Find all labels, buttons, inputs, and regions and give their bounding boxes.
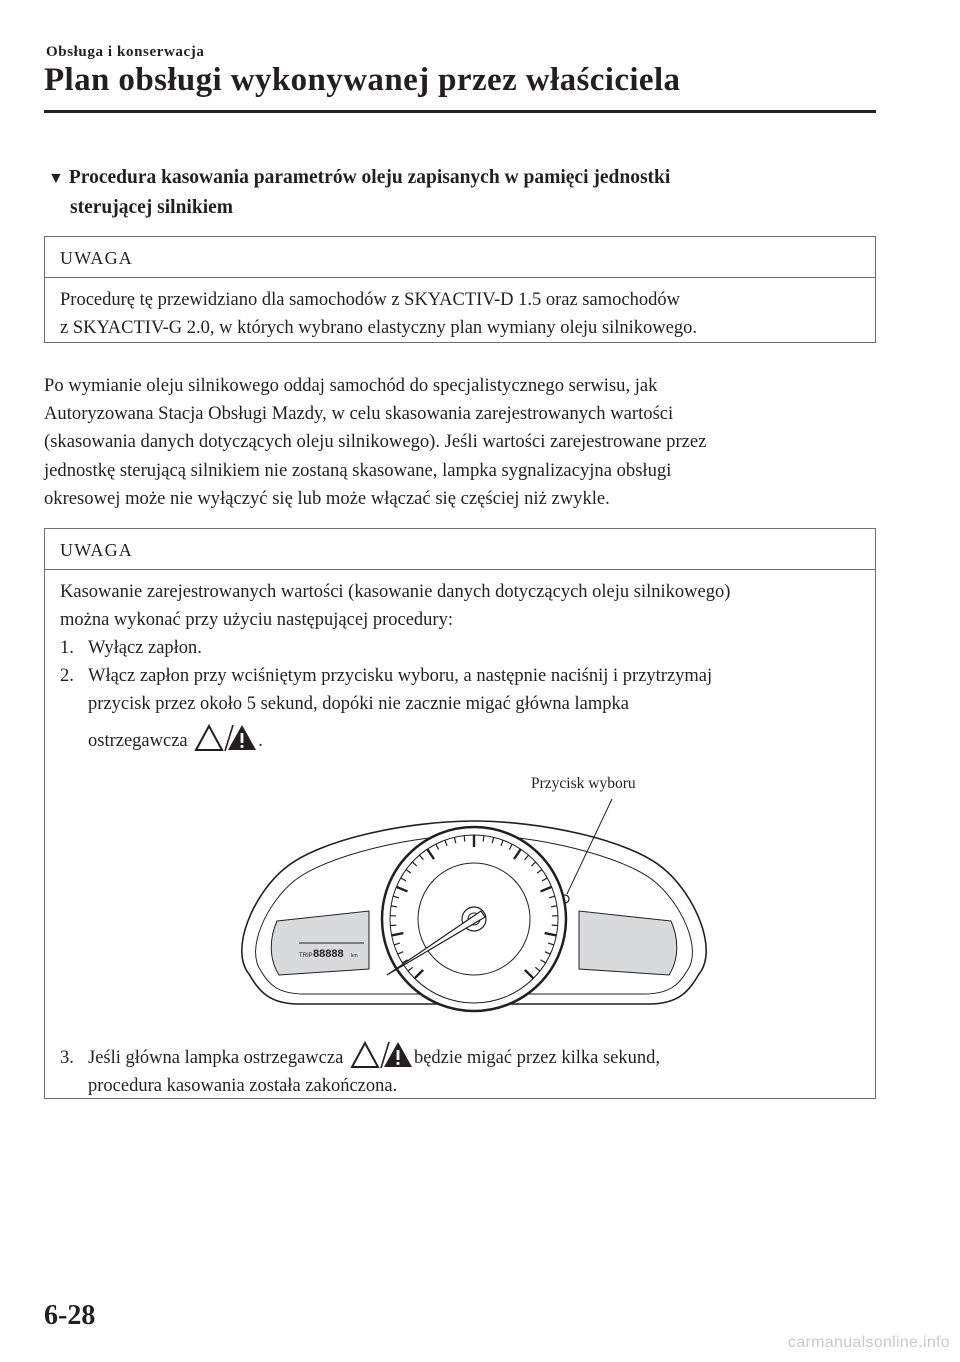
- odometer-digits: 88888: [313, 948, 344, 960]
- step-number: 3.: [60, 1048, 74, 1068]
- step-text-with-icon: [60, 724, 860, 755]
- gauge-tick: [483, 836, 484, 842]
- page-number: 6-28: [44, 1300, 96, 1331]
- section-label: Obsługa i konserwacja: [46, 44, 205, 60]
- note-line: Procedurę tę przewidziano dla samochodów z SKYACTIV-D 1.5 oraz samochodów: [60, 290, 680, 310]
- step-1: [60, 634, 860, 662]
- note-body: [45, 278, 875, 342]
- instrument-cluster-illustration: [209, 799, 739, 1039]
- step-3: [60, 1041, 660, 1100]
- step-text: procedura kasowania została zakończona.: [88, 1076, 398, 1096]
- note-box-2: [44, 528, 876, 1099]
- odometer-trip: TRIP: [299, 953, 313, 959]
- callout-label: Przycisk wyboru: [531, 775, 636, 792]
- subheading-line-2: sterującej silnikiem: [70, 197, 234, 218]
- note-heading: UWAGA: [45, 237, 875, 278]
- subheading: [48, 163, 848, 222]
- gauge-tick: [464, 836, 465, 842]
- step-number: 1.: [60, 638, 74, 658]
- step-text: Wyłącz zapłon.: [88, 638, 202, 658]
- body-paragraph: [44, 372, 874, 513]
- subheading-line-1: Procedura kasowania parametrów oleju zapisanych w pamięci jednostki: [68, 167, 671, 188]
- paragraph-line: Autoryzowana Stacja Obsługi Mazdy, w celu skasowania zarejestrowanych wartości: [44, 403, 674, 425]
- title-rule: [44, 110, 876, 113]
- note-intro-line: Kasowanie zarejestrowanych wartości (kasowanie danych dotyczących oleju silnikowego): [60, 582, 731, 602]
- step-number: 2.: [60, 666, 74, 686]
- odometer-unit: km: [351, 953, 358, 959]
- step-text: będzie migać przez kilka sekund,: [413, 1048, 660, 1068]
- step-text: Jeśli główna lampka ostrzegawcza: [88, 1048, 344, 1068]
- step-3-line-1: [60, 1041, 660, 1072]
- master-warning-icon: [193, 724, 257, 752]
- paragraph-line: (skasowania danych dotyczących oleju silnikowego). Jeśli wartości zarejestrowane przez: [44, 431, 707, 453]
- step-2: [60, 662, 860, 690]
- triangle-marker-icon: ▼: [48, 170, 64, 187]
- paragraph-line: jednostkę sterującą silnikiem nie zostaną skasowane, lampka sygnalizacyjna obsługi: [44, 459, 672, 481]
- page-title: Plan obsługi wykonywanej przez właściciela: [44, 62, 681, 98]
- note-intro-line: można wykonać przy użyciu następującej procedury:: [60, 610, 453, 630]
- watermark: carmanualsonline.info: [788, 1334, 950, 1351]
- note-box-1: [44, 236, 876, 343]
- master-warning-icon: [349, 1041, 413, 1069]
- note-body: [45, 570, 875, 755]
- note-heading: UWAGA: [45, 529, 875, 570]
- note-line: z SKYACTIV-G 2.0, w których wybrano elastyczny plan wymiany oleju silnikowego.: [60, 318, 697, 338]
- paragraph-line: okresowej może nie wyłączyć się lub może włączać się częściej niż zwykle.: [44, 487, 610, 509]
- step-text-end: .: [258, 731, 263, 751]
- step-text: ostrzegawcza: [88, 731, 188, 751]
- paragraph-line: Po wymianie oleju silnikowego oddaj samochód do specjalistycznego serwisu, jak: [44, 375, 658, 396]
- step-text: Włącz zapłon przy wciśniętym przycisku wyboru, a następnie naciśnij i przytrzymaj: [88, 666, 713, 686]
- step-text: przycisk przez około 5 sekund, dopóki nie zacznie migać główna lampka: [88, 694, 629, 714]
